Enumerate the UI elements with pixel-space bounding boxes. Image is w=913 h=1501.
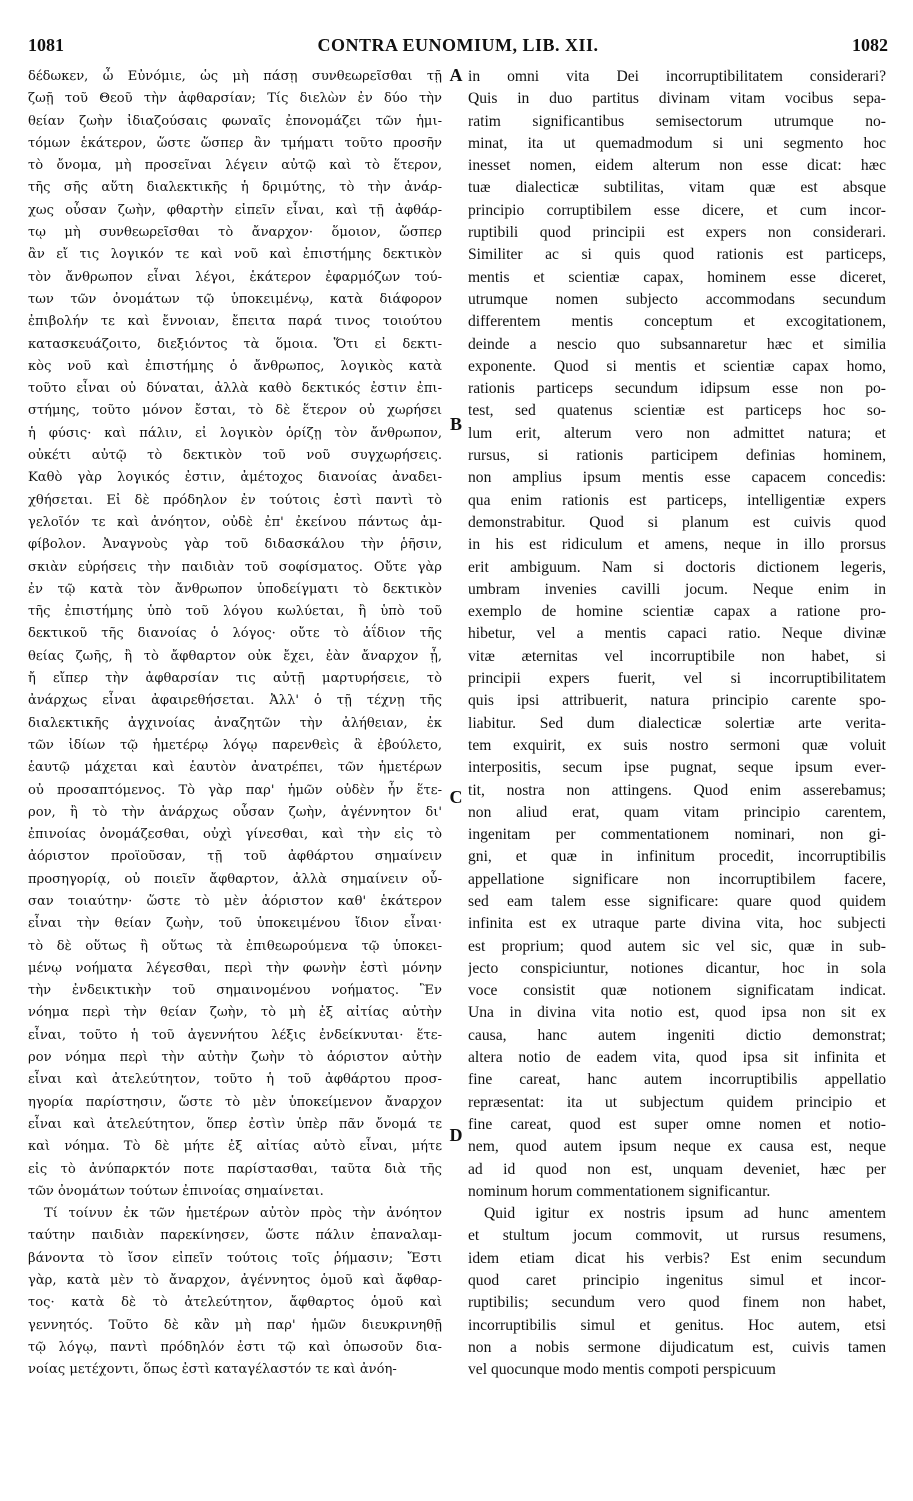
text-line: minat, ita ut quemadmodum si uni segmento hoc [468,134,886,152]
text-line: ruptibilis; secundum vero quod finem non habet, [468,1294,886,1312]
text-line: quis ipsi attribuerit, natura principio carente spo- [468,692,886,710]
text-line: τῷ λόγῳ, παντὶ πρόδηλόν ἐστι τῷ καὶ ὁπωσοῦν δια- [28,1339,442,1355]
text-line: interpositis, secum ipse pugnat, seque ipsum ever- [468,759,886,777]
text-line: ἐν τῷ κατὰ τὸν ἄνθρωπον ὑποδείγματι τὸ δεκτικὸν [28,581,442,597]
text-line: idem etiam dicat his verbis? Est enim secundum [468,1249,886,1267]
text-line: nominum horum commentationem significantur. [468,1182,771,1200]
text-line: γελοῖόν τε καὶ ἀνόητον, οὐδὲ ἐπ' ἐκείνου πάντως ἀμ- [28,514,442,530]
text-line: deinde a nescio quo subsannaretur hæc et similia [468,335,886,353]
text-line: exponente. Quod si mentis et scientiæ capax homo, [468,357,886,375]
text-line: τοῦτο εἶναι οὐ δύναται, ἀλλὰ καθὸ δεκτικός ἐστιν ἐπι- [28,381,442,397]
text-line: γεννητός. Τοῦτο δὲ κἂν μὴ παρ' ἡμῶν διευκρινηθῇ [28,1317,442,1333]
text-line: γὰρ, κατὰ μὲν τὸ ἄναρχον, ἀγέννητος ὁμοῦ καὶ ἄφθαρ- [28,1273,442,1289]
text-line: rationis particeps secundum idipsum esse non po- [468,380,886,398]
text-line: τος· κατὰ δὲ τὸ ἀτελεύτητον, ἄφθαρτος ὁμοῦ καὶ [28,1295,442,1311]
text-line: καὶ νόημα. Τὸ δὲ μήτε ἐξ αἰτίας αὐτὸ εἶναι, μήτε [28,1139,442,1155]
section-marker-b: B [449,414,462,434]
text-line: τῆς ἐπιστήμης ὑπὸ τοῦ λόγου κωλύεται, ἢ ὑπὸ τοῦ [28,604,442,620]
text-line: appellatione significare non incorruptibilem facere, [468,870,886,888]
section-marker-d: D [449,1125,463,1145]
text-line: demonstrabitur. Quod si planum est cuivis quod [468,513,886,531]
text-line: θείαν ζωὴν ἰδιαζούσαις φωναῖς ἐπονομάζει τῶν ἡμι- [28,113,442,129]
page-number-left: 1081 [28,35,64,55]
text-line: infinita est ex utraque parte divina vita, hoc subjecti [468,915,886,933]
text-line: quod caret principio ingenitus simul et incor- [468,1272,886,1290]
text-line: τῶν ἰδίων τῷ ἡμετέρῳ λόγῳ παρενθεὶς ἃ ἐβούλετο, [28,737,442,753]
text-line: vel quocunque modo mentis compoti perspicuum [468,1361,776,1379]
text-line: non aliud erat, quam vitam principio carentem, [468,803,886,821]
text-line: ἀνάρχως εἶναι ἀφαιρεθήσεται. Ἀλλ' ὁ τῇ τέχνῃ τῆς [28,693,442,709]
text-line: τὸν ἄνθρωπον εἶναι λέγοι, ἑκάτερον ἐφαρμόζων τού- [28,269,442,285]
text-line: et stultum jocum commovit, ut rursus resumens, [468,1227,886,1245]
text-line: εἶναι, τοῦτο ἡ τοῦ ἀγεννήτου λέξις ἐνδείκνυται· ἕτε- [28,1027,442,1043]
text-line: νοίας μετέχοντι, ὅπως ἐστὶ καταγέλαστόν τε καὶ ἀνόη- [28,1362,397,1378]
greek-column [28,66,442,1382]
page-header [28,34,888,60]
text-line: διαλεκτικῆς ἀγχινοίας ἀναζητῶν τὴν ἀλήθειαν, ἐκ [28,715,442,731]
text-line: μένῳ νοήματα λέγεσθαι, περὶ τὴν φωνὴν ἐστὶ μόνην [28,960,442,976]
text-line: προσηγορίᾳ, οὐ ποιεῖν ἄφθαρτον, ἀλλὰ σημαίνειν οὖ- [28,871,442,887]
text-line: ζωῇ τοῦ Θεοῦ τὴν ἀφθαρσίαν; Τίς διελὼν ἐν δύο τὴν [28,91,442,107]
text-line: causa, hanc autem ingeniti dictio demonstrat; [468,1026,886,1044]
text-line: principii expers fuerit, vel si incorruptibilitatem [468,670,886,688]
text-line: ἐπινοίας ὀνομάζεσθαι, οὐχὶ γίνεσθαι, καὶ τὴν εἰς τὸ [28,827,442,843]
text-line: gni, et quæ in infinitum procedit, incorruptibilis [468,848,886,866]
text-line: hibetur, vel a mentis capaci ratio. Neque divinæ [468,625,886,643]
text-line: Una in divina vita notio est, quod ipsa non sit ex [468,1004,886,1022]
text-line: Τί τοίνυν ἐκ τῶν ἡμετέρων αὐτὸν πρὸς τὴν ἀνόητον [44,1206,442,1222]
page-number-right: 1082 [852,35,888,55]
text-line: ἐπιβολήν τε καὶ ἔννοιαν, ἔπειτα παρά τινος τοιούτου [28,314,442,330]
text-line: ρον νόημα περὶ τὴν αὐτὴν ζωὴν τὸ ἀόριστον αὐτὴν [28,1050,442,1066]
text-line: τῆς σῆς αὕτη διαλεκτικῆς ἡ δριμύτης, τὸ τὴν ἀνάρ- [28,180,442,196]
text-line: εἶναι τὴν θείαν ζωὴν, τοῦ ὑποκειμένου ἴδιον εἶναι· [28,916,442,932]
text-line: principio corruptibilem esse dicere, et cum incor- [468,201,886,219]
text-line: ad id quod non est, unquam deveniet, hæc per [468,1160,886,1178]
text-line: Quis in duo partitus divinam vitam vocibus sepa- [468,90,886,108]
section-marker-c: C [449,787,463,807]
text-line: ἤ εἴπερ τὴν ἀφθαρσίαν τις αὐτῇ μαρτυρήσειε, τὸ [28,671,442,687]
text-line: δεκτικοῦ τῆς διανοίας ὁ λόγος· οὔτε τὸ ἀΐδιον τῆς [28,626,442,642]
text-line: εἰς τὸ ἀνύπαρκτόν ποτε παρίστασθαι, ταῦτα διὰ τῆς [28,1161,442,1177]
text-line: ἀόριστον προϊοῦσαν, τῇ τοῦ ἀφθάρτου σημαίνειν [28,849,442,865]
text-line: inesset nomen, eidem alterum non esse dicat: hæc [468,157,886,175]
text-line: erit ambiguum. Nam si doctoris dictionem legeris, [468,558,886,576]
text-line: ταύτην παιδιὰν παρεκίνησεν, ὥστε πάλιν ἐπαναλαμ- [28,1228,442,1244]
text-line: νόημα περὶ τὴν θείαν ζωὴν, τὸ μὴ ἐξ αἰτίας αὐτὴν [28,1005,442,1021]
text-line: est proprium; quod autem sic vel sic, quæ in sub- [468,937,886,955]
text-line: τὸ δὲ οὕτως ἢ οὕτως τὰ ἐπιθεωρούμενα τῷ ὑποκει- [28,938,442,954]
text-line: tem exquirit, ex suis nostro sermoni quæ voluit [468,736,886,754]
text-line: incorruptibilis simul et genitus. Hoc autem, etsi [468,1316,886,1334]
text-line: vitæ æternitas vel incorruptibile non habet, si [468,647,886,665]
text-line: sed eam talem esse significare: quare quod quidem [468,892,886,910]
text-line: qua enim rationis est particeps, intelligentiæ expers [468,491,886,509]
text-line: ruptibili quod principii est expers non considerari. [468,224,886,242]
text-line: τὸ ὄνομα, μὴ προσεῖναι λέγειν αὐτῷ καὶ τὸ ἕτερον, [28,158,442,174]
text-line: exemplo de homine scientiæ capax a ratione pro- [468,603,886,621]
text-line: in his est ridiculum et amens, neque in illo prorsus [468,536,886,554]
text-line: ρον, ἢ τὸ τὴν ἀνάρχως οὖσαν ζωὴν, ἀγέννητον δι' [28,804,442,820]
text-line: voce consistit quæ notionem significatam indicat. [468,982,886,1000]
text-line: non a nobis sermone dijudicatum est, cuivis tamen [468,1338,886,1356]
text-line: liabitur. Sed dum dialecticæ solertiæ arte verita- [468,714,886,732]
text-line: οὐκέτι αὐτῷ τὸ δεκτικὸν τοῦ νοῦ συγχωρήσεις. [28,448,442,464]
latin-column [468,66,886,1382]
text-line: repræsentat: ita ut subjectum quidem principio et [468,1093,886,1111]
text-line: tuæ dialecticæ subtilitas, vitam quæ est absque [468,179,886,197]
running-title: CONTRA EUNOMIUM, LIB. XII. [317,35,599,55]
text-line: τῶν ὀνομάτων τούτων ἐπινοίας σημαίνεται. [28,1183,324,1199]
text-line: ratim significantibus semisectorum utrumque no- [468,112,886,130]
text-line: Quid igitur ex nostris ipsum ad hunc amentem [484,1205,886,1223]
text-line: in omni vita Dei incorruptibilitatem considerari? [468,68,886,85]
text-line: χθήσεται. Εἰ δὲ πρόδηλον ἐν τούτοις ἐστὶ παντὶ τὸ [28,492,442,508]
text-line: lum erit, alterum vero non admittet natura; et [468,424,886,442]
text-line: ἑαυτῷ μάχεται καὶ ἑαυτὸν ἀνατρέπει, τῶν ἡμετέρων [28,760,442,776]
text-line: σκιὰν εὑρήσεις τὴν παιδιὰν τοῦ σοφίσματος. Οὔτε γὰρ [28,559,442,575]
text-line: ἡ φύσις· καὶ πάλιν, εἰ λογικὸν ὁρίζῃ τὸν ἄνθρωπον, [28,425,442,441]
text-line: κὸς νοῦ καὶ ἐπιστήμης ὁ ἄνθρωπος, λογικὸς κατὰ [28,358,442,374]
text-line: fine careat, hanc autem incorruptibilis appellatio [468,1071,886,1089]
text-line: κατασκευάζοιτο, διεξιόντος τὰ ὅμοια. Ὅτι εἰ δεκτι- [28,336,442,352]
text-line: φίβολον. Ἀναγνοὺς γὰρ τοῦ διδασκάλου τὴν ῥῆσιν, [28,537,442,553]
text-line: τόμων ἑκάτερον, ὥστε ὥσπερ ἂν τμήματι τοῦτο προσῆν [28,135,442,151]
text-line: differentem mentis conceptum et excogitationem, [468,313,886,331]
text-line: non amplius ipsum mentis esse capacem concedis: [468,469,886,487]
text-line: στήμης, τοῦτο μόνον ἔσται, τὸ δὲ ἕτερον οὐ χωρήσει [28,403,442,419]
text-line: θείας ζωῆς, ἢ τὸ ἄφθαρτον οὐκ ἔχει, ἐὰν ἄναρχον ᾖ, [28,648,442,664]
text-line: altera notio de eadem vita, quod ipsa sit infinita et [468,1049,886,1067]
text-line: τῳ μὴ συνθεωρεῖσθαι τὸ ἄναρχον· ὅμοιον, ὥσπερ [28,225,442,241]
text-line: εἶναι καὶ ἀτελεύτητον, τοῦτο ἡ τοῦ ἀφθάρτου προσ- [28,1072,442,1088]
text-line: τὴν ἐνδεικτικὴν τοῦ σημαινομένου νοήματος. Ἓν [28,983,442,999]
text-line: umbram invenies cavilli jocum. Neque enim in [468,580,886,598]
text-line: σαν τοιαύτην· ὥστε τὸ μὲν ἀόριστον καθ' ἑκάτερον [28,893,442,909]
text-line: των τῶν ὀνομάτων τῷ ὑποκειμένῳ, κατὰ διάφορον [28,291,442,307]
text-line: Similiter ac si quis quod rationis est particeps, [468,246,886,264]
text-line: test, sed quatenus scientiæ est particeps hoc so- [468,402,886,420]
text-line: nem, quod autem ipsum neque ex causa est, neque [468,1138,886,1156]
text-line: Καθὸ γὰρ λογικός ἐστιν, ἀμέτοχος διανοίας ἀναδει- [28,470,442,486]
text-line: εἶναι καὶ ἀτελεύτητον, ὅπερ ἐστὶν ὑπὲρ πᾶν ὄνομά τε [28,1116,442,1132]
text-line: utrumque nomen subjecto accommodans secundum [468,290,886,308]
text-line: mentis et scientiæ capax, hominem esse diceret, [468,268,886,286]
text-line: χως οὖσαν ζωὴν, φθαρτὴν εἰπεῖν εἶναι, καὶ τῇ ἀφθάρ- [28,202,442,218]
text-line: jecto conspiciuntur, notiones dicantur, hoc in sola [468,959,886,977]
text-line: δέδωκεν, ὦ Εὐνόμιε, ὡς μὴ πάσῃ συνθεωρεῖσθαι τῇ [28,69,442,84]
text-line: ηγορία παρίστησιν, ὥστε τὸ μὲν ὑποκείμενον ἄναρχον [28,1094,442,1110]
text-line: βάνοντα τὸ ἴσον εἰπεῖν τούτοις τοῖς ῥήμασιν; Ἔστι [28,1250,442,1266]
text-line: ingenitam per commentationem nominari, non gi- [468,826,886,844]
text-line: ἂν εἴ τις λογικόν τε καὶ νοῦ καὶ ἐπιστήμης δεκτικὸν [28,247,442,263]
section-marker-a: A [449,65,463,85]
text-line: fine careat, quod est super omne nomen et notio- [468,1115,886,1133]
text-line: tit, nostra non attingens. Quod enim asserebamus; [468,781,886,799]
text-line: οὐ προσαπτόμενος. Τὸ γὰρ παρ' ἡμῶν οὐδὲν ἦν ἕτε- [28,782,442,798]
text-line: rursus, si rationis participem definias hominem, [468,447,886,465]
